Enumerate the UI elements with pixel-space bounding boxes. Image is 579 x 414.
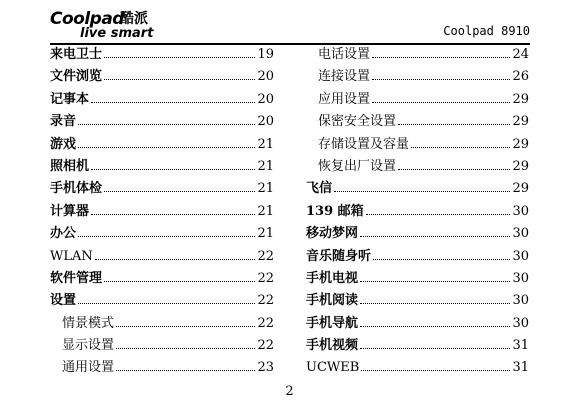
toc-entry[interactable] — [306, 223, 529, 245]
toc-entry-label: 记事本 — [50, 91, 90, 107]
toc-entry-page: 20 — [257, 114, 274, 130]
toc-entry-label: 办公 — [50, 226, 77, 242]
toc-entry-label: 情景模式 — [62, 315, 115, 331]
toc-entry-page: 21 — [257, 181, 274, 197]
toc-entry-page: 22 — [257, 338, 274, 354]
toc-leader-dots — [360, 347, 510, 349]
toc-entry[interactable] — [306, 134, 529, 156]
toc-entry-page: 30 — [512, 315, 529, 331]
toc-leader-dots — [95, 258, 256, 260]
toc-entry-label: 通用设置 — [62, 360, 115, 376]
toc-entry[interactable] — [50, 313, 274, 335]
toc-entry-label: 照相机 — [50, 158, 90, 174]
toc-entry-label: 来电卫士 — [50, 47, 103, 62]
toc-entry[interactable] — [50, 89, 274, 111]
toc-entry[interactable] — [306, 201, 529, 223]
toc-entry[interactable] — [306, 268, 529, 290]
toc-entry-page: 30 — [512, 226, 529, 242]
toc-entry-page: 31 — [512, 360, 529, 376]
toc-leader-dots — [104, 56, 255, 58]
toc-entry-page: 22 — [257, 293, 274, 309]
toc-entry[interactable] — [50, 246, 274, 268]
toc-entry[interactable] — [50, 290, 274, 312]
toc-leader-dots — [78, 302, 255, 304]
page-number: 2 — [285, 384, 294, 399]
toc-leader-dots — [372, 78, 510, 80]
toc-entry[interactable] — [50, 268, 274, 290]
toc-leader-dots — [78, 235, 255, 237]
toc-leader-dots — [373, 258, 510, 260]
toc-entry[interactable] — [50, 178, 274, 200]
toc-entry-page: 23 — [257, 360, 274, 376]
toc-entry-label: 显示设置 — [62, 338, 115, 354]
logo-brand-cn: 酷派 — [120, 11, 148, 27]
toc-entry-label: 移动梦网 — [306, 226, 359, 242]
toc-entry-page: 29 — [512, 181, 529, 197]
toc-entry[interactable] — [306, 89, 529, 111]
toc-entry-page: 29 — [512, 158, 529, 174]
toc-leader-dots — [398, 123, 510, 125]
toc-entry-label: 手机导航 — [306, 315, 359, 331]
toc-entry-page: 30 — [512, 248, 529, 264]
toc-entry-page: 30 — [512, 293, 529, 309]
toc-entry[interactable] — [306, 178, 529, 200]
toc-entry[interactable] — [50, 156, 274, 178]
toc-leader-dots — [366, 213, 511, 215]
toc-entry[interactable] — [306, 66, 529, 88]
toc-entry-label: UCWEB — [306, 360, 360, 376]
toc-entry-label: 录音 — [50, 114, 77, 130]
toc-entry-page: 21 — [257, 226, 274, 242]
toc-entry-page: 29 — [512, 114, 529, 130]
toc-entry[interactable] — [306, 156, 529, 178]
toc-leader-dots — [360, 280, 510, 282]
toc-leader-dots — [372, 56, 510, 58]
toc-entry[interactable] — [306, 290, 529, 312]
model-name: Coolpad 8910 — [443, 24, 530, 38]
toc-entry[interactable] — [50, 223, 274, 245]
toc-leader-dots — [104, 190, 255, 192]
toc-entry-label: 恢复出厂设置 — [318, 158, 397, 174]
toc-entry-label: 游戏 — [50, 136, 77, 152]
toc-entry-page: 21 — [257, 158, 274, 174]
toc-entry-page: 24 — [512, 47, 529, 62]
toc-leader-dots — [116, 325, 255, 327]
toc-leader-dots — [411, 146, 510, 148]
toc-entry-label: 139 邮箱 — [306, 203, 364, 219]
toc-entry[interactable] — [306, 357, 529, 379]
toc-entry-page: 22 — [257, 248, 274, 264]
toc-leader-dots — [360, 325, 510, 327]
toc-leader-dots — [334, 190, 510, 192]
toc-entry-label: 手机体检 — [50, 181, 103, 197]
toc-entry-page: 21 — [257, 136, 274, 152]
toc-leader-dots — [361, 369, 510, 371]
toc-leader-dots — [116, 369, 255, 371]
toc-entry-label: 存储设置及容量 — [318, 136, 410, 152]
coolpad-logo — [50, 10, 190, 44]
toc-leader-dots — [360, 302, 510, 304]
toc-entry-page: 26 — [512, 69, 529, 85]
toc-entry-label: 保密安全设置 — [318, 114, 397, 130]
toc-entry-label: WLAN — [50, 248, 93, 264]
toc-leader-dots — [78, 123, 255, 125]
toc-entry-label: 计算器 — [50, 203, 90, 219]
toc-leader-dots — [104, 78, 255, 80]
toc-leader-dots — [91, 101, 255, 103]
logo-brand: Coolpad — [50, 9, 124, 29]
toc-entry[interactable] — [50, 357, 274, 379]
toc-entry[interactable] — [50, 44, 274, 66]
toc-leader-dots — [104, 280, 255, 282]
toc-entry[interactable] — [50, 335, 274, 357]
toc-entry-label: 软件管理 — [50, 270, 103, 286]
toc-entry-page: 30 — [512, 270, 529, 286]
toc-entry-page: 31 — [512, 338, 529, 354]
toc-entry[interactable] — [306, 335, 529, 357]
toc-entry-page: 20 — [257, 69, 274, 85]
toc-entry[interactable] — [306, 111, 529, 133]
toc-entry-label: 手机电视 — [306, 270, 359, 286]
toc-entry-label: 手机视频 — [306, 338, 359, 354]
toc-entry-page: 22 — [257, 270, 274, 286]
toc-right-column — [306, 44, 529, 380]
toc-entry[interactable] — [306, 246, 529, 268]
toc-entry-label: 音乐随身听 — [306, 248, 372, 264]
toc-entry-page: 29 — [512, 136, 529, 152]
toc-leader-dots — [78, 146, 255, 148]
toc-entry-page: 30 — [512, 203, 529, 219]
toc-leader-dots — [91, 168, 255, 170]
toc-entry-label: 手机阅读 — [306, 293, 359, 309]
toc-entry-page: 22 — [257, 315, 274, 331]
toc-entry-label: 连接设置 — [318, 69, 371, 85]
toc-entry-label: 设置 — [50, 293, 77, 309]
toc-entry-page: 19 — [257, 47, 274, 62]
page-header — [50, 10, 530, 44]
toc-entry-page: 29 — [512, 91, 529, 107]
toc-leader-dots — [116, 347, 255, 349]
toc-entry-label: 飞信 — [306, 181, 333, 197]
toc-left-column — [50, 44, 274, 380]
toc-entry-page: 21 — [257, 203, 274, 219]
toc-entry-page: 20 — [257, 91, 274, 107]
toc-entry[interactable] — [50, 66, 274, 88]
toc-leader-dots — [360, 235, 510, 237]
toc-entry[interactable] — [306, 313, 529, 335]
toc-entry[interactable] — [50, 201, 274, 223]
toc-leader-dots — [398, 168, 510, 170]
toc-entry[interactable] — [50, 134, 274, 156]
toc-leader-dots — [372, 101, 510, 103]
toc-leader-dots — [91, 213, 255, 215]
toc-entry-label: 应用设置 — [318, 91, 371, 107]
toc-entry-label: 电话设置 — [318, 47, 371, 62]
toc-entry[interactable] — [50, 111, 274, 133]
toc-entry-label: 文件浏览 — [50, 69, 103, 85]
logo-slogan: live smart — [80, 26, 154, 41]
toc-entry[interactable] — [306, 44, 529, 66]
